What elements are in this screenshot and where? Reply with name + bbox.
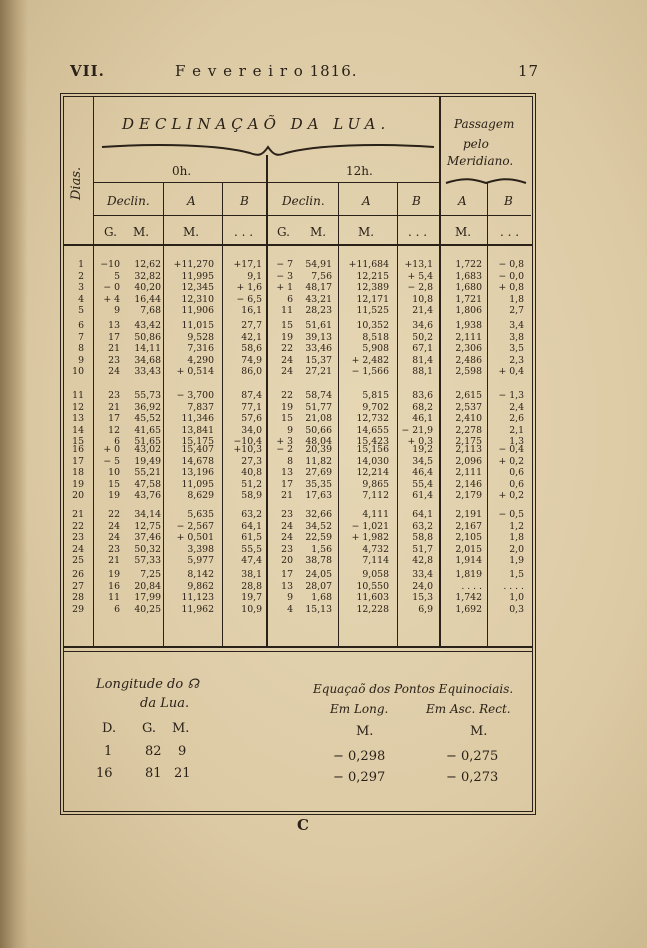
b-values-0h: 63,2 64,1 61,5 55,5 47,4 — [241, 509, 262, 566]
equacao-row1-asc: − 0,275 — [446, 749, 499, 764]
declin-deg-0h: 23 21 17 12 6 — [108, 390, 120, 447]
a-values-12h: 9,058 10,550 11,603 12,228 — [356, 569, 389, 615]
passagem-a-values: 1,938 2,111 2,306 2,486 2,598 — [455, 320, 482, 377]
passagem-b-values: − 0,8 − 0,0 + 0,8 1,8 2,7 — [498, 259, 524, 316]
declin-min-0h: 43,42 50,86 14,11 34,68 33,43 — [134, 320, 161, 377]
day-numbers: 16 17 18 19 20 — [72, 444, 84, 501]
passagem-a-values: 2,113 2,096 2,111 2,146 2,179 — [455, 444, 482, 501]
declin-min-0h: 7,25 20,84 17,99 40,25 — [134, 569, 161, 615]
declin-deg-0h: 22 24 24 23 21 — [108, 509, 120, 566]
colhead-rule — [94, 215, 531, 216]
b-header-12h: B — [412, 194, 421, 208]
b-values-0h: +10,3 27,3 40,8 51,2 58,9 — [233, 444, 262, 501]
declin-min-12h: 58,74 51,77 21,08 50,66 48,04 — [305, 390, 332, 447]
declin-min-12h: 20,39 11,82 27,69 35,35 17,63 — [305, 444, 332, 501]
declin-min-12h: 32,66 34,52 22,59 1,56 38,78 — [305, 509, 332, 566]
col-sep-5 — [487, 183, 488, 647]
b-values-0h: +17,1 9,1 + 1,6 − 6,5 16,1 — [233, 259, 262, 316]
a-values-0h: 8,142 9,862 11,123 11,962 — [181, 569, 214, 615]
longitude-row1-d: 1 — [104, 744, 113, 759]
equacao-col-long: Em Long. — [330, 702, 389, 716]
col-sep-3 — [338, 183, 339, 647]
col-sep-1 — [163, 183, 164, 647]
day-numbers: 11 12 13 14 15 — [72, 390, 84, 447]
longitude-row2-m: 21 — [174, 766, 191, 781]
declin-deg-12h: − 2 8 13 17 21 — [276, 444, 293, 501]
table-title: DECLINAÇAÕ DA LUA. — [122, 115, 391, 133]
passagem-b-values: − 0,5 1,2 1,8 2,0 1,9 — [498, 509, 524, 566]
declin-deg-0h: 19 16 11 6 — [108, 569, 120, 615]
b-values-12h: +13,1 + 5,4 − 2,8 10,8 21,4 — [404, 259, 433, 316]
passagem-a-values: 2,615 2,537 2,410 2,278 2,175 — [455, 390, 482, 447]
a-values-0h: 15,407 14,678 13,196 11,095 8,629 — [181, 444, 214, 501]
equacao-row1-long: − 0,298 — [333, 749, 386, 764]
declin-min-12h: 54,91 7,56 48,17 43,21 28,23 — [305, 259, 332, 316]
passagem-flourish — [444, 173, 528, 187]
a-header-0h: A — [187, 194, 196, 208]
b-values-12h: 19,2 34,5 46,4 55,4 61,4 — [412, 444, 433, 501]
page-number: 17 — [518, 62, 540, 80]
a-values-12h: 15,156 14,030 12,214 9,865 7,112 — [356, 444, 389, 501]
day-numbers: 21 22 23 24 25 — [72, 509, 84, 566]
longitude-row1-m: 9 — [178, 744, 187, 759]
table-bottom-rule-2 — [64, 651, 532, 652]
unit-m-12h: M. — [310, 225, 327, 239]
passagem-b-values: − 0,4 + 0,2 0,6 0,6 + 0,2 — [498, 444, 524, 501]
table-bottom-rule — [64, 646, 532, 648]
passagem-b-values: 3,4 3,8 3,5 2,3 + 0,4 — [498, 320, 524, 377]
b-values-12h: 83,6 68,2 46,1 − 21,9 + 0,3 — [401, 390, 433, 447]
passagem-line-1: Passagem — [454, 117, 515, 131]
declin-deg-12h: − 7 − 3 + 1 6 11 — [276, 259, 293, 316]
passagem-a-values: 2,191 2,167 2,105 2,015 1,914 — [455, 509, 482, 566]
declin-header-0h: Declin. — [107, 194, 150, 208]
passagem-separator — [439, 97, 441, 647]
binding-shadow — [0, 0, 28, 948]
a-values-0h: 11,015 9,528 7,316 4,290 + 0,514 — [176, 320, 214, 377]
equacao-unit-long: M. — [356, 724, 374, 739]
declin-deg-12h: 15 19 22 24 24 — [281, 320, 293, 377]
declin-min-0h: 34,14 12,75 37,46 50,32 57,33 — [134, 509, 161, 566]
a-header-passagem: A — [458, 194, 467, 208]
declin-deg-0h: + 0 − 5 10 15 19 — [103, 444, 120, 501]
unit-dots-b-0h: . . . — [234, 225, 254, 239]
longitude-subtitle: da Lua. — [140, 696, 190, 711]
a-values-0h: − 3,700 7,837 11,346 13,841 15,175 — [176, 390, 214, 447]
unit-m-a-12h: M. — [358, 225, 375, 239]
unit-m-a-0h: M. — [183, 225, 200, 239]
time-0h: 0h. — [172, 164, 192, 178]
equacao-row2-asc: − 0,273 — [446, 770, 499, 785]
a-values-12h: +11,684 12,215 12,389 12,171 11,525 — [348, 259, 389, 316]
a-values-0h: 5,635 − 2,567 + 0,501 3,398 5,977 — [176, 509, 214, 566]
unit-m-0h: M. — [133, 225, 150, 239]
declin-min-12h: 24,05 28,07 1,68 15,13 — [305, 569, 332, 615]
unit-g-0h: G. — [104, 225, 117, 239]
b-header-passagem: B — [504, 194, 513, 208]
subheader-rule — [94, 182, 440, 183]
b-header-0h: B — [240, 194, 249, 208]
declin-deg-0h: −10 5 − 0 + 4 9 — [100, 259, 120, 316]
col-sep-2 — [222, 183, 223, 647]
section-number: VII. — [70, 62, 105, 80]
declin-deg-12h: 22 19 15 9 + 3 — [276, 390, 293, 447]
longitude-header-g: G. — [142, 721, 157, 736]
signature-mark: C — [297, 816, 309, 834]
day-numbers: 6 7 8 9 10 — [72, 320, 84, 377]
passagem-a-values: 1,819 . . . . 1,742 1,692 — [455, 569, 482, 615]
day-numbers: 1 2 3 4 5 — [78, 259, 84, 316]
unit-m-passagem: M. — [455, 225, 472, 239]
declin-min-12h: 51,61 39,13 33,46 15,37 27,21 — [305, 320, 332, 377]
b-values-0h: 87,4 77,1 57,6 34,0 −10,4 — [233, 390, 262, 447]
declin-deg-12h: 23 24 24 23 20 — [281, 509, 293, 566]
a-values-12h: 10,352 8,518 5,908 + 2,482 − 1,566 — [351, 320, 389, 377]
a-values-12h: 4,111 − 1,021 + 1,982 4,732 7,114 — [351, 509, 389, 566]
equacao-unit-asc: M. — [470, 724, 488, 739]
declin-min-0h: 12,62 32,82 40,20 16,44 7,68 — [134, 259, 161, 316]
equacao-row2-long: − 0,297 — [333, 770, 386, 785]
equacao-title: Equaçaõ dos Pontos Equinociais. — [313, 682, 514, 696]
dias-label: Dias. — [69, 166, 84, 200]
declin-min-0h: 55,73 36,92 45,52 41,65 51,65 — [134, 390, 161, 447]
passagem-line-3: Meridiano. — [447, 154, 514, 168]
longitude-title: Longitude do ☊ — [96, 677, 199, 692]
time-12h: 12h. — [346, 164, 373, 178]
title-flourish — [100, 141, 436, 159]
a-values-12h: 5,815 9,702 12,732 14,655 15,423 — [356, 390, 389, 447]
declin-deg-0h: 13 17 21 23 24 — [108, 320, 120, 377]
a-header-12h: A — [362, 194, 371, 208]
declin-header-12h: Declin. — [282, 194, 325, 208]
longitude-header-m: M. — [172, 721, 190, 736]
header-rule — [64, 244, 532, 246]
b-values-12h: 33,4 24,0 15,3 6,9 — [412, 569, 433, 615]
b-values-0h: 27,7 42,1 58,6 74,9 86,0 — [241, 320, 262, 377]
declin-min-0h: 43,02 19,49 55,21 47,58 43,76 — [134, 444, 161, 501]
declin-deg-12h: 17 13 9 4 — [281, 569, 293, 615]
a-values-0h: +11,270 11,995 12,345 12,310 11,906 — [173, 259, 214, 316]
hour-separator — [266, 155, 268, 647]
b-values-12h: 64,1 63,2 58,8 51,7 42,8 — [412, 509, 433, 566]
unit-g-12h: G. — [277, 225, 290, 239]
passagem-line-2: pelo — [463, 137, 489, 151]
equacao-col-asc: Em Asc. Rect. — [426, 702, 511, 716]
passagem-b-values: − 1,3 2,4 2,6 2,1 1,3 — [498, 390, 524, 447]
longitude-row2-g: 81 — [145, 766, 162, 781]
passagem-a-values: 1,722 1,683 1,680 1,721 1,806 — [455, 259, 482, 316]
unit-dots-passagem: . . . — [500, 225, 520, 239]
passagem-b-values: 1,5 . . . . 1,0 0,3 — [503, 569, 524, 615]
unit-dots-b-12h: . . . — [408, 225, 428, 239]
day-numbers: 26 27 28 29 — [72, 569, 84, 615]
longitude-header-d: D. — [102, 721, 117, 736]
month-title: F e v e r e i r o 1816. — [175, 62, 358, 80]
b-values-0h: 38,1 28,8 19,7 10,9 — [241, 569, 262, 615]
longitude-row2-d: 16 — [96, 766, 113, 781]
b-values-12h: 34,6 50,2 67,1 81,4 88,1 — [412, 320, 433, 377]
longitude-row1-g: 82 — [145, 744, 162, 759]
